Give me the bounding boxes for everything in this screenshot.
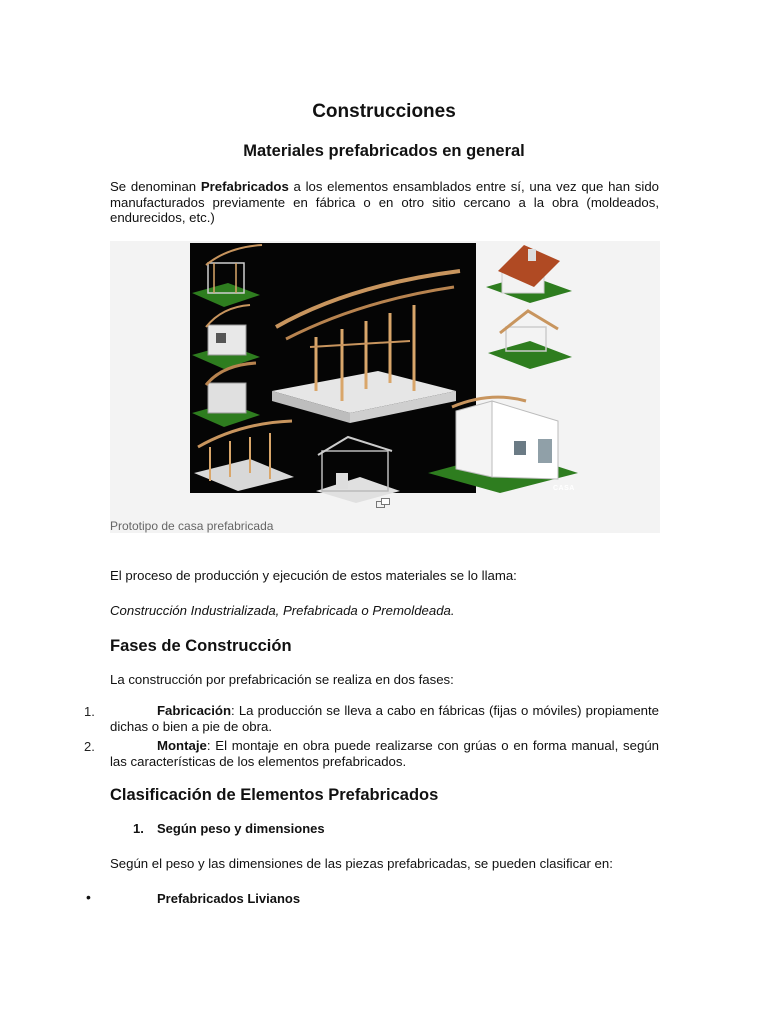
framed-house-bottom: [316, 437, 400, 503]
subheading-number: 1.: [133, 821, 144, 836]
casa-watermark: CASA: [553, 485, 575, 492]
figure-caption: Prototipo de casa prefabricada: [110, 519, 274, 533]
white-house-render: [428, 397, 578, 493]
term-montaje: Montaje: [157, 738, 207, 753]
prefab-house-figure: [110, 241, 660, 533]
bullet-item-livianos: Prefabricados Livianos: [157, 891, 301, 906]
bullet-icon: •: [86, 889, 91, 905]
prefab-house-illustration: [110, 241, 660, 503]
process-paragraph: El proceso de producción y ejecución de estos materiales se lo llama:: [110, 568, 517, 583]
thumb-frame-house: [488, 311, 572, 369]
thumb-house-3: [192, 363, 260, 427]
enlarge-icon[interactable]: [376, 498, 390, 508]
list-item-montaje: [110, 738, 659, 770]
list-number-2: 2.: [84, 739, 95, 754]
intro-pre: Se denominan: [110, 179, 201, 194]
document-subtitle: Materiales prefabricados en general: [243, 142, 525, 160]
text-montaje: : El montaje en obra puede realizarse con grúas o en forma manual, según las características de los elementos prefabricados.: [110, 738, 659, 769]
subheading-peso-dimensiones: Según peso y dimensiones: [157, 821, 325, 836]
thumb-house-1: [192, 245, 262, 307]
thumb-frame-4: [194, 421, 294, 491]
thumb-roof-house: [486, 245, 572, 303]
fases-intro: La construcción por prefabricación se realiza en dos fases:: [110, 672, 454, 687]
fases-heading: Fases de Construcción: [110, 637, 292, 655]
list-item-fabricacion: [110, 703, 659, 735]
intro-bold-term: Prefabricados: [200, 179, 289, 194]
central-timber-frame: [272, 271, 460, 423]
term-fabricacion: Fabricación: [157, 703, 232, 718]
peso-intro: Según el peso y las dimensiones de las piezas prefabricadas, se pueden clasificar en:: [110, 856, 613, 871]
intro-paragraph: [110, 179, 659, 226]
document-title: Construcciones: [312, 101, 456, 122]
intro-post: a los elementos ensamblados entre sí, una vez que han sido manufacturados previamente en fábrica o en otro sitio cercano a la obra (moldeados, endurecidos, etc.): [110, 179, 659, 225]
list-number-1: 1.: [84, 704, 95, 719]
text-fabricacion: : La producción se lleva a cabo en fábricas (fijas o móviles) propiamente dichas o bien a pie de obra.: [110, 703, 659, 734]
clasificacion-heading: Clasificación de Elementos Prefabricados: [110, 786, 439, 804]
process-names: Construcción Industrializada, Prefabricada o Premoldeada.: [110, 603, 455, 618]
thumb-house-2: [192, 305, 260, 369]
